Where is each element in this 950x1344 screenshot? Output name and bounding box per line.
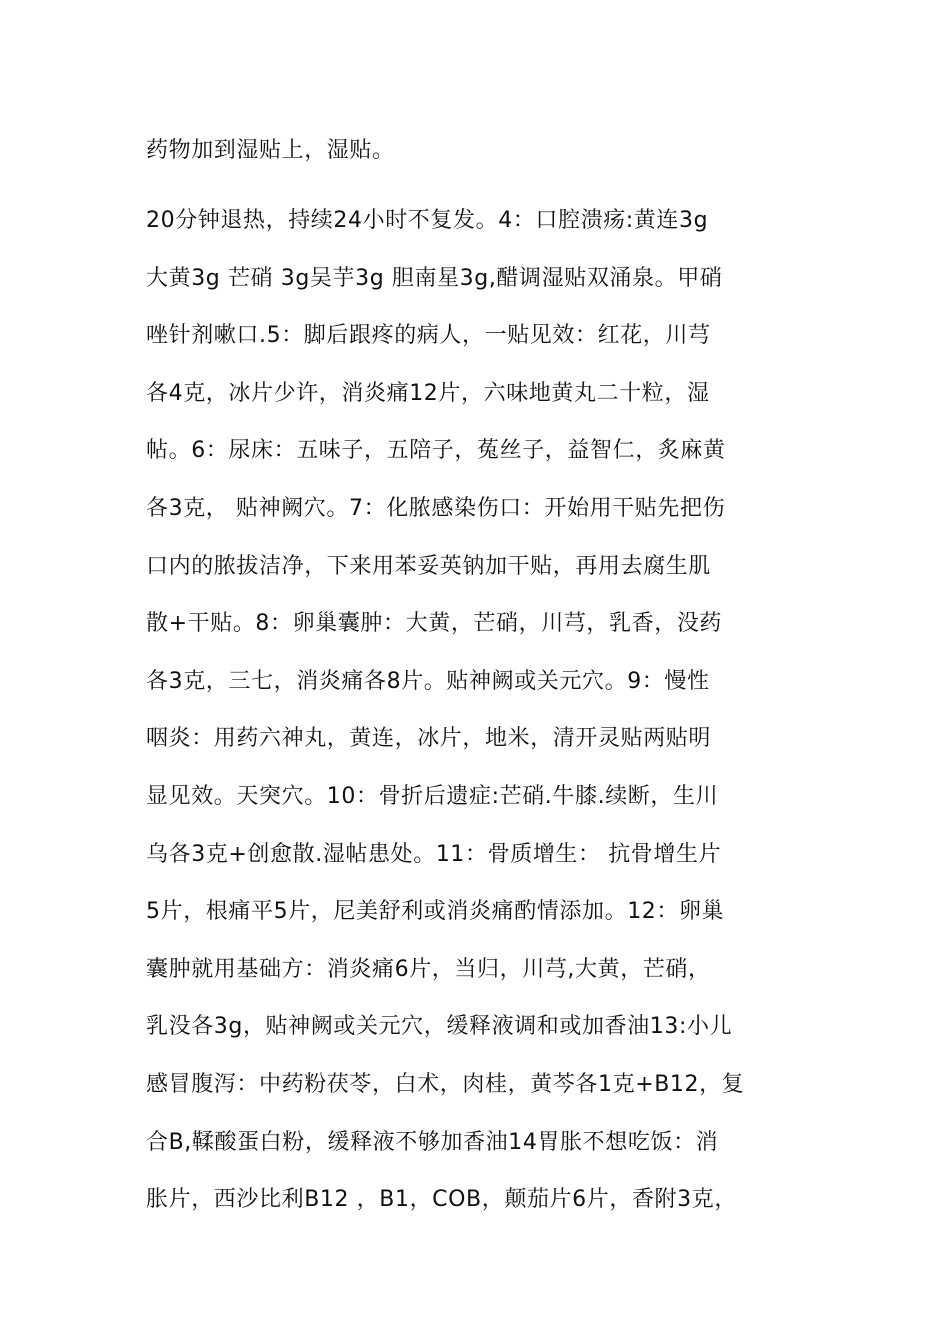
text-line: 20分钟退热，持续24小时不复发。4：口腔溃疡:黄连3g	[146, 208, 709, 233]
text-line: 乳没各3g，贴神阙或关元穴，缓释液调和或加香油13:小儿	[146, 1014, 733, 1040]
text-line: 唑针剂嗽口.5：脚后跟疼的病人，一贴见效：红花，川芎	[146, 323, 711, 349]
paragraph-intro	[146, 122, 826, 180]
text-line: 胀片，西沙比利B12 ，B1，COB，颠茄片6片，香附3克，	[146, 1187, 737, 1213]
text-line: 各3克， 贴神阙穴。7：化脓感染伤口：开始用干贴先把伤	[146, 495, 726, 521]
text-line: 乌各3克+创愈散.湿帖患处。11：骨质增生： 抗骨增生片	[146, 841, 722, 867]
text-line: 药物加到湿贴上，湿贴。	[146, 138, 395, 163]
text-line: 帖。6：尿床：五味子，五陪子，菟丝子，益智仁，炙麻黄	[146, 438, 726, 464]
paragraph-remedies	[146, 192, 826, 1229]
text-line: 合B,鞣酸蛋白粉，缓释液不够加香油14胃胀不想吃饭：消	[146, 1129, 719, 1155]
text-line: 口内的脓拔洁净，下来用苯妥英钠加干贴，再用去腐生肌	[146, 553, 712, 579]
text-line: 各3克，三七，消炎痛各8片。贴神阙或关元穴。9：慢性	[146, 668, 710, 694]
text-line: 大黄3g 芒硝 3g吴芋3g 胆南星3g,醋调湿贴双涌泉。甲硝	[146, 265, 723, 291]
text-line: 感冒腹泻：中药粉茯苓，白术，肉桂，黄芩各1克+B12，复	[146, 1071, 745, 1097]
text-line: 散+干贴。8：卵巢囊肿：大黄，芒硝，川芎，乳香，没药	[146, 611, 723, 637]
text-line: 咽炎：用药六神丸，黄连，冰片，地米，清开灵贴两贴明	[146, 726, 712, 752]
text-line: 各4克，冰片少许，消炎痛12片，六味地黄丸二十粒，湿	[146, 380, 710, 406]
text-line: 5片，根痛平5片，尼美舒利或消炎痛酌情添加。12：卵巢	[146, 899, 725, 925]
text-line: 囊肿就用基础方：消炎痛6片，当归，川芎,大黄，芒硝，	[146, 956, 711, 982]
text-line: 显见效。天突穴。10：骨折后遗症:芒硝.牛膝.续断，生川	[146, 783, 719, 809]
